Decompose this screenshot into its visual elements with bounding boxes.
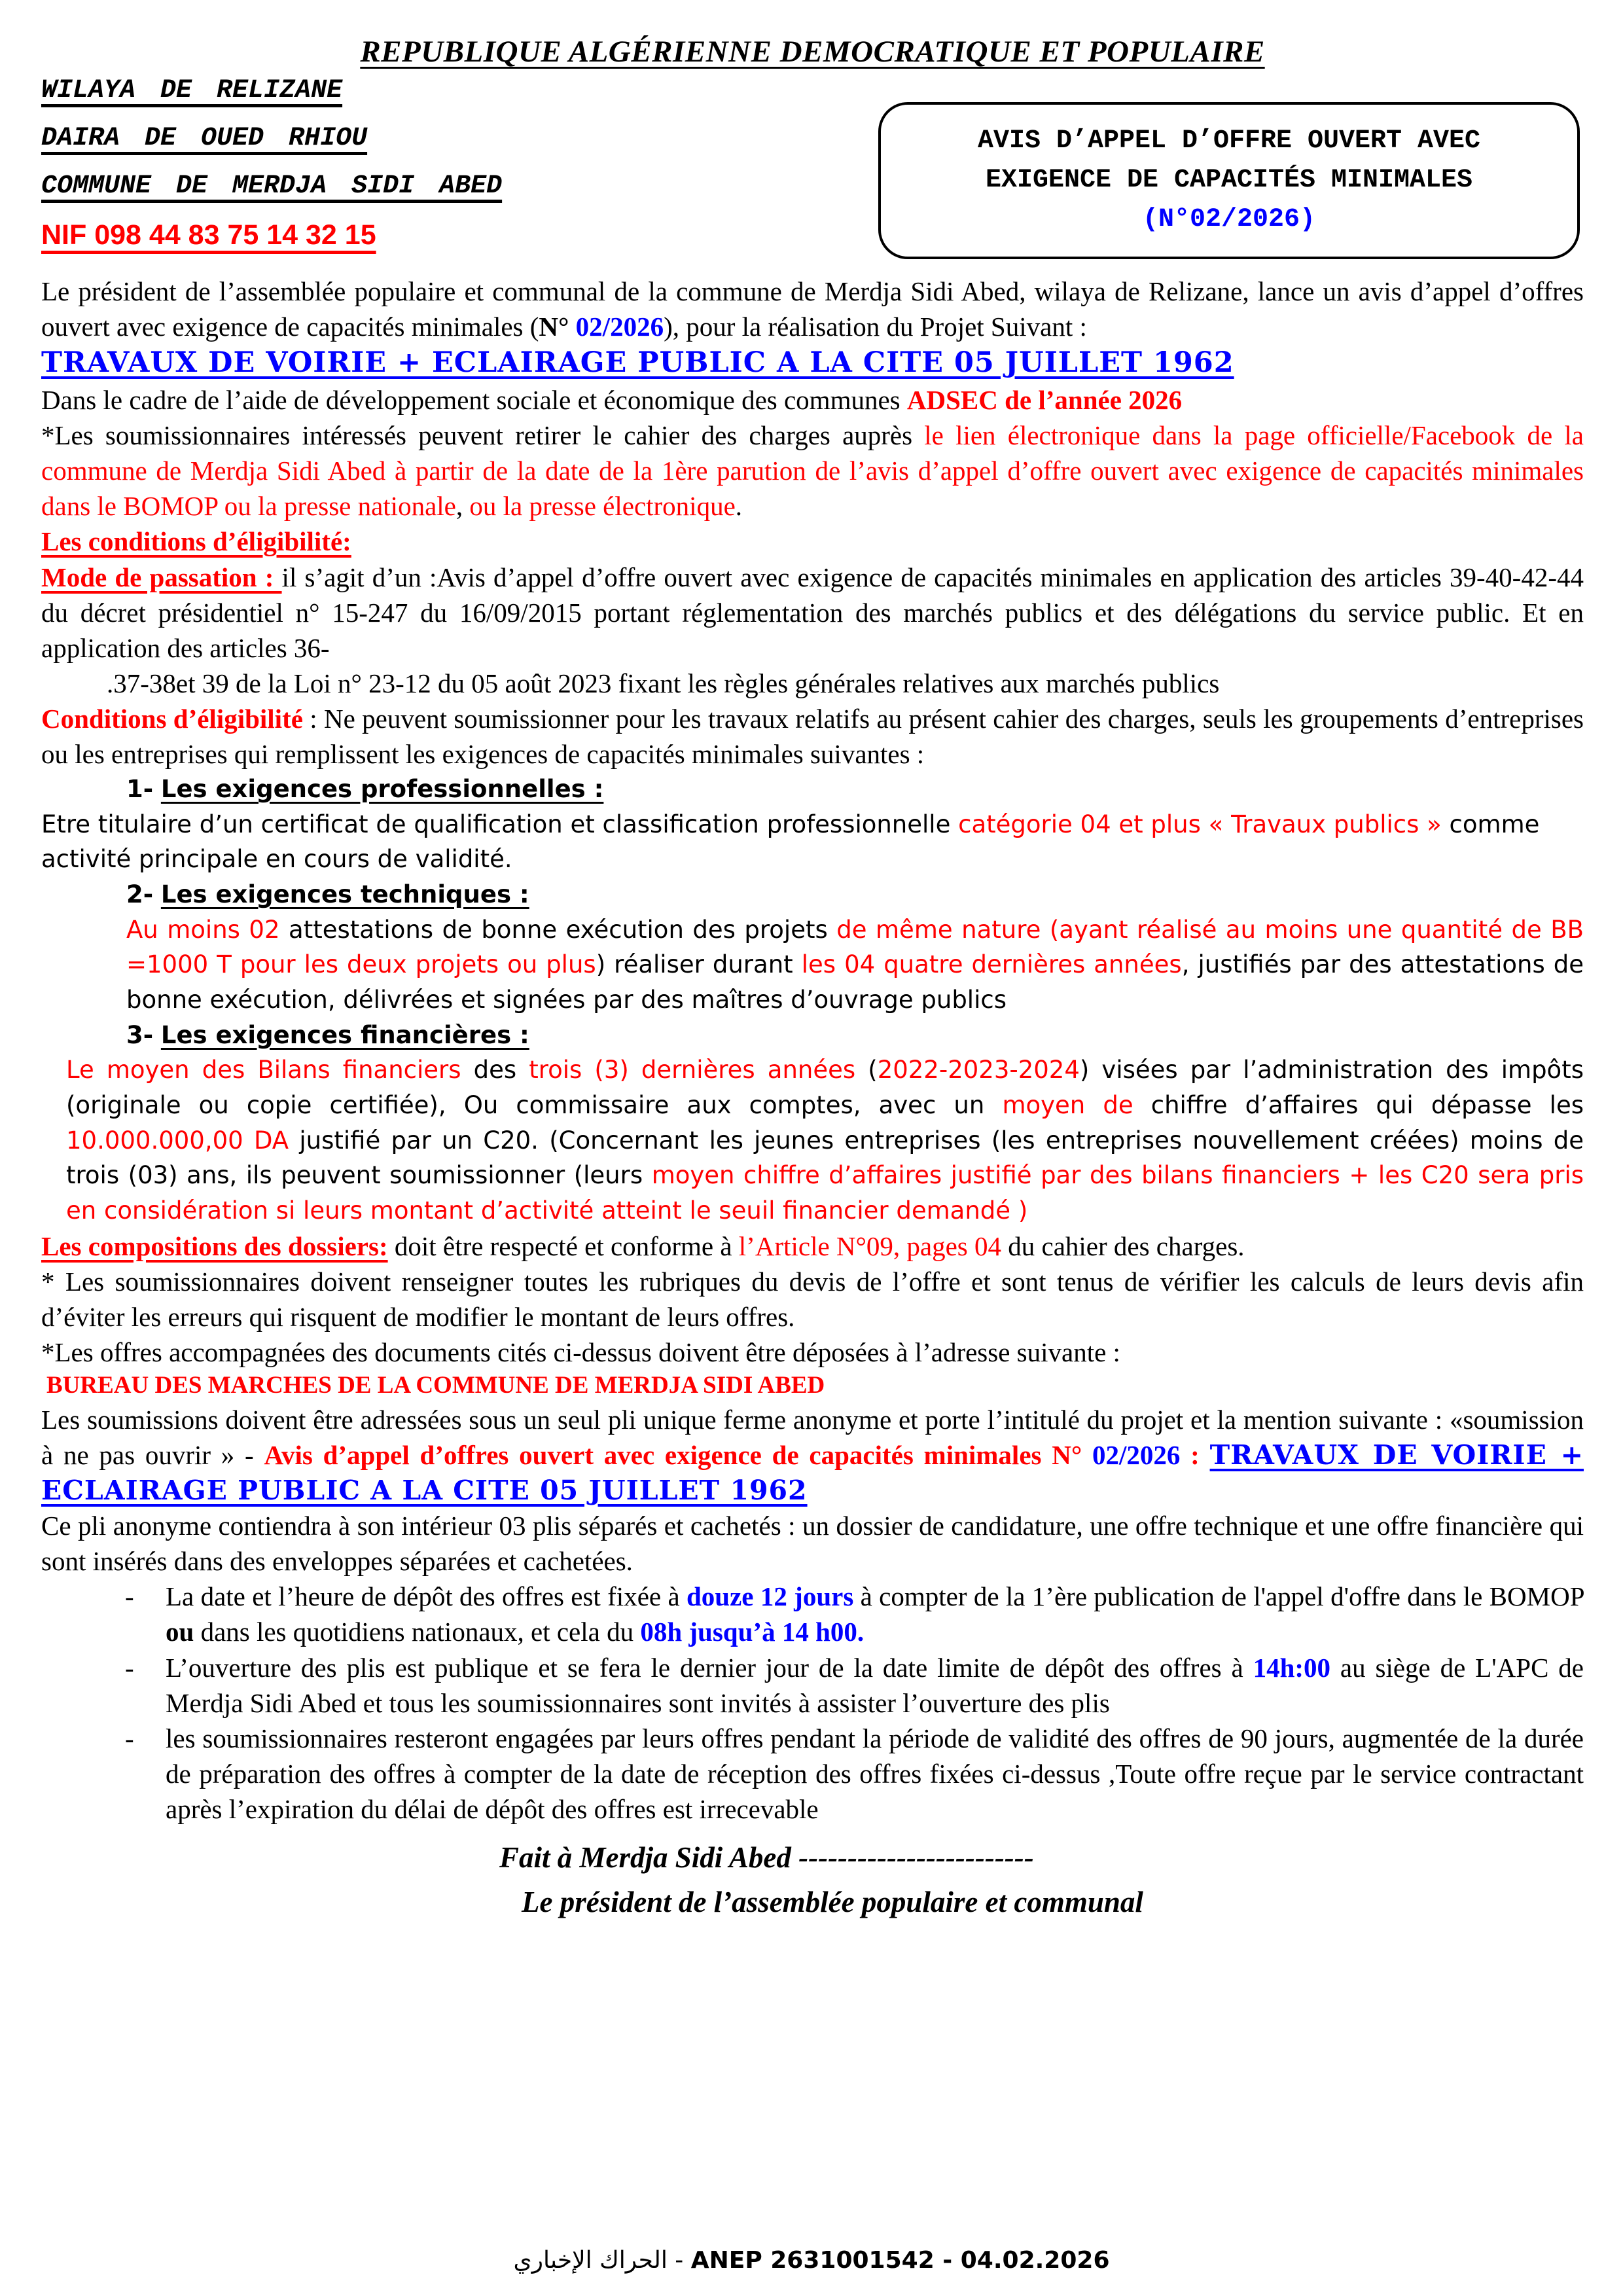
doc-body xyxy=(41,274,1584,1924)
pli-paragraph: Ce pli anonyme contiendra à son intérieur 03 plis séparés et cachetés : un dossier de candidature, une offre technique et une offre financière qui sont insérés dans des enveloppes séparées et cachetées. xyxy=(41,1511,1584,1577)
conditions-eligibilite-paragraph: Conditions d’éligibilité : Ne peuvent soumissionner pour les travaux relatifs au présent cahier des charges, seuls les groupements d’entreprises ou les entreprises qui remplissent les exigences de capacités minimales suivantes : xyxy=(41,703,1584,770)
bullet-marker: - xyxy=(125,1723,134,1753)
paragraph-exigences-professionnelles: Etre titulaire d’un certificat de qualification et classification professionnelle catégorie 04 et plus « Travaux publics » comme activité principale en cours de validité. xyxy=(41,810,1540,874)
bullet-ouverture-plis xyxy=(41,1650,1584,1721)
header-row xyxy=(41,72,1584,259)
heading-exigences-techniques: 2- Les exigences techniques : xyxy=(126,880,529,909)
org-line-daira: DAIRA DE OUED RHIOU xyxy=(41,124,368,153)
doc-title: REPUBLIQUE ALGÉRIENNE DEMOCRATIQUE ET POPULAIRE xyxy=(360,35,1265,69)
bullet-marker: - xyxy=(125,1581,134,1612)
retrait-paragraph: *Les soumissionnaires intéressés peuvent retirer le cahier des charges auprès le lien électronique dans la page officielle/Facebook de la commune de Merdja Sidi Abed à partir de la date de la 1ère parution de l’avis d’appel d’offre ouvert avec exigence de capacités minimales dans le BOMOP ou la presse nationale, ou la presse électronique. xyxy=(41,420,1584,522)
notice-box-number: (N°02/2026) xyxy=(1142,205,1316,234)
mode-passation-paragraph: Mode de passation : il s’agit d’un :Avis d’appel d’offre ouvert avec exigence de capacités minimales en application des articles 39-40-42-44 du décret présidentiel n° 15-247 du 16/09/2015 portant réglementation des marchés publics et des délégations du service public. Et en application des articles 36- xyxy=(41,562,1584,663)
footer-anep: الحراك الإخباري - ANEP 2631001542 - 04.02.2026 xyxy=(513,2247,1110,2274)
org-line-commune: COMMUNE DE MERDJA SIDI ABED xyxy=(41,171,503,201)
org-line-wilaya: WILAYA DE RELIZANE xyxy=(41,76,343,105)
depot-paragraph: *Les offres accompagnées des documents cités ci-dessus doivent être déposées à l’adresse suivante : xyxy=(41,1336,1120,1367)
bullet-marker: - xyxy=(125,1652,134,1683)
project-title-line: TRAVAUX DE VOIRIE + ECLAIRAGE PUBLIC A LA CITE 05 JUILLET 1962 xyxy=(41,346,1234,380)
notice-box-line2: EXIGENCE DE CAPACITÉS MINIMALES xyxy=(985,166,1473,195)
adsec-line: Dans le cadre de l’aide de développement sociale et économique des communes ADSEC de l’année 2026 xyxy=(41,384,1183,415)
paragraph-exigences-financieres: Le moyen des Bilans financiers des trois (3) dernières années (2022-2023-2024) visées par l’administration des impôts (originale ou copie certifiée), Ou commissaire aux comptes, avec un moyen de chiffre d’affaires qui dépasse les 10.000.000,00 DA justifié par un C20. (Concernant les jeunes entreprises (les entreprises nouvellement créées) moins de trois (03) ans, ils peuvent soumissionner (leurs moyen chiffre d’affaires justifié par des bilans financiers + les C20 sera pris en considération si leurs montant d’activité atteint le seuil financier demandé ) xyxy=(66,1056,1584,1225)
compositions-paragraph: Les compositions des dossiers: doit être respecté et conforme à l’Article N°09, pages 04 du cahier des charges. xyxy=(41,1230,1245,1261)
notice-box-line1: AVIS D’APPEL D’OFFRE OUVERT AVEC xyxy=(977,126,1481,156)
paragraph-exigences-techniques: Au moins 02 attestations de bonne exécution des projets de même nature (ayant réalisé au moins une quantité de BB =1000 T pour les deux projets ou plus) réaliser durant les 04 quatre dernières années, justifiés par des attestations de bonne exécution, délivrées et signées par des maîtres d’ouvrage publics xyxy=(126,915,1584,1014)
loi-line: .37-38et 39 de la Loi n° 23-12 du 05 août 2023 fixant les règles générales relatives aux marchés publics xyxy=(107,668,1220,698)
signature-president-line: Le président de l’assemblée populaire et communal xyxy=(522,1885,1143,1918)
conditions-heading: Les conditions d’éligibilité: xyxy=(41,526,351,557)
nif-line: NIF 098 44 83 75 14 32 15 xyxy=(41,219,376,251)
heading-exigences-financieres: 3- Les exigences financières : xyxy=(126,1020,529,1049)
bullet-ouverture-plis-text: L’ouverture des plis est publique et se fera le dernier jour de la date limite de dépôt des offres à 14h:00 au siège de L'APC de Merdja Sidi Abed et tous les soumissionnaires sont invités à assister l’ouverture des plis xyxy=(166,1652,1584,1718)
intro-paragraph: Le président de l’assemblée populaire et communal de la commune de Merdja Sidi Abed, wilaya de Relizane, lance un avis d’appel d’offres ouvert avec exigence de capacités minimales (N° 02/2026), pour la réalisation du Projet Suivant : xyxy=(41,276,1584,342)
soumissions-paragraph: Les soumissions doivent être adressées sous un seul pli unique ferme anonyme et porte l’intitulé du projet et la mention suivante : «soumission à ne pas ouvrir » - Avis d’appel d’offres ouvert avec exigence de capacités minimales N° 02/2026 : TRAVAUX DE VOIRIE + ECLAIRAGE PUBLIC A LA CITE 05 JUILLET 1962 xyxy=(41,1404,1584,1506)
signature-block xyxy=(499,1836,1584,1924)
bullet-date-depot xyxy=(41,1579,1584,1649)
bullet-date-depot-text: La date et l’heure de dépôt des offres est fixée à douze 12 jours à compter de la 1’ère publication de l'appel d'offre dans le BOMOP ou dans les quotidiens nationaux, et cela du 08h jusqu’à 14 h00. xyxy=(166,1581,1584,1647)
heading-exigences-professionnelles: 1- Les exigences professionnelles : xyxy=(126,775,604,804)
org-block xyxy=(41,72,502,251)
signature-fait-line: Fait à Merdja Sidi Abed ------------------------ xyxy=(499,1841,1034,1874)
rubriques-paragraph: * Les soumissionnaires doivent renseigner toutes les rubriques du devis de l’offre et sont tenus de vérifier les calculs de leurs devis afin d’éviter les erreurs qui risquent de modifier le montant de leurs offres. xyxy=(41,1266,1584,1332)
bureau-line: BUREAU DES MARCHES DE LA COMMUNE DE MERDJA SIDI ABED xyxy=(46,1371,825,1399)
bullet-validite-offres-text: les soumissionnaires resteront engagées par leurs offres pendant la période de validité des offres de 90 jours, augmentée de la durée de préparation des offres à compter de la date de réception des offres fixées ci-dessus ,Toute offre reçue par le service contractant après l’expiration du délai de dépôt des offres est irrecevable xyxy=(166,1723,1584,1824)
bullet-validite-offres xyxy=(41,1721,1584,1827)
notice-box xyxy=(878,102,1580,259)
